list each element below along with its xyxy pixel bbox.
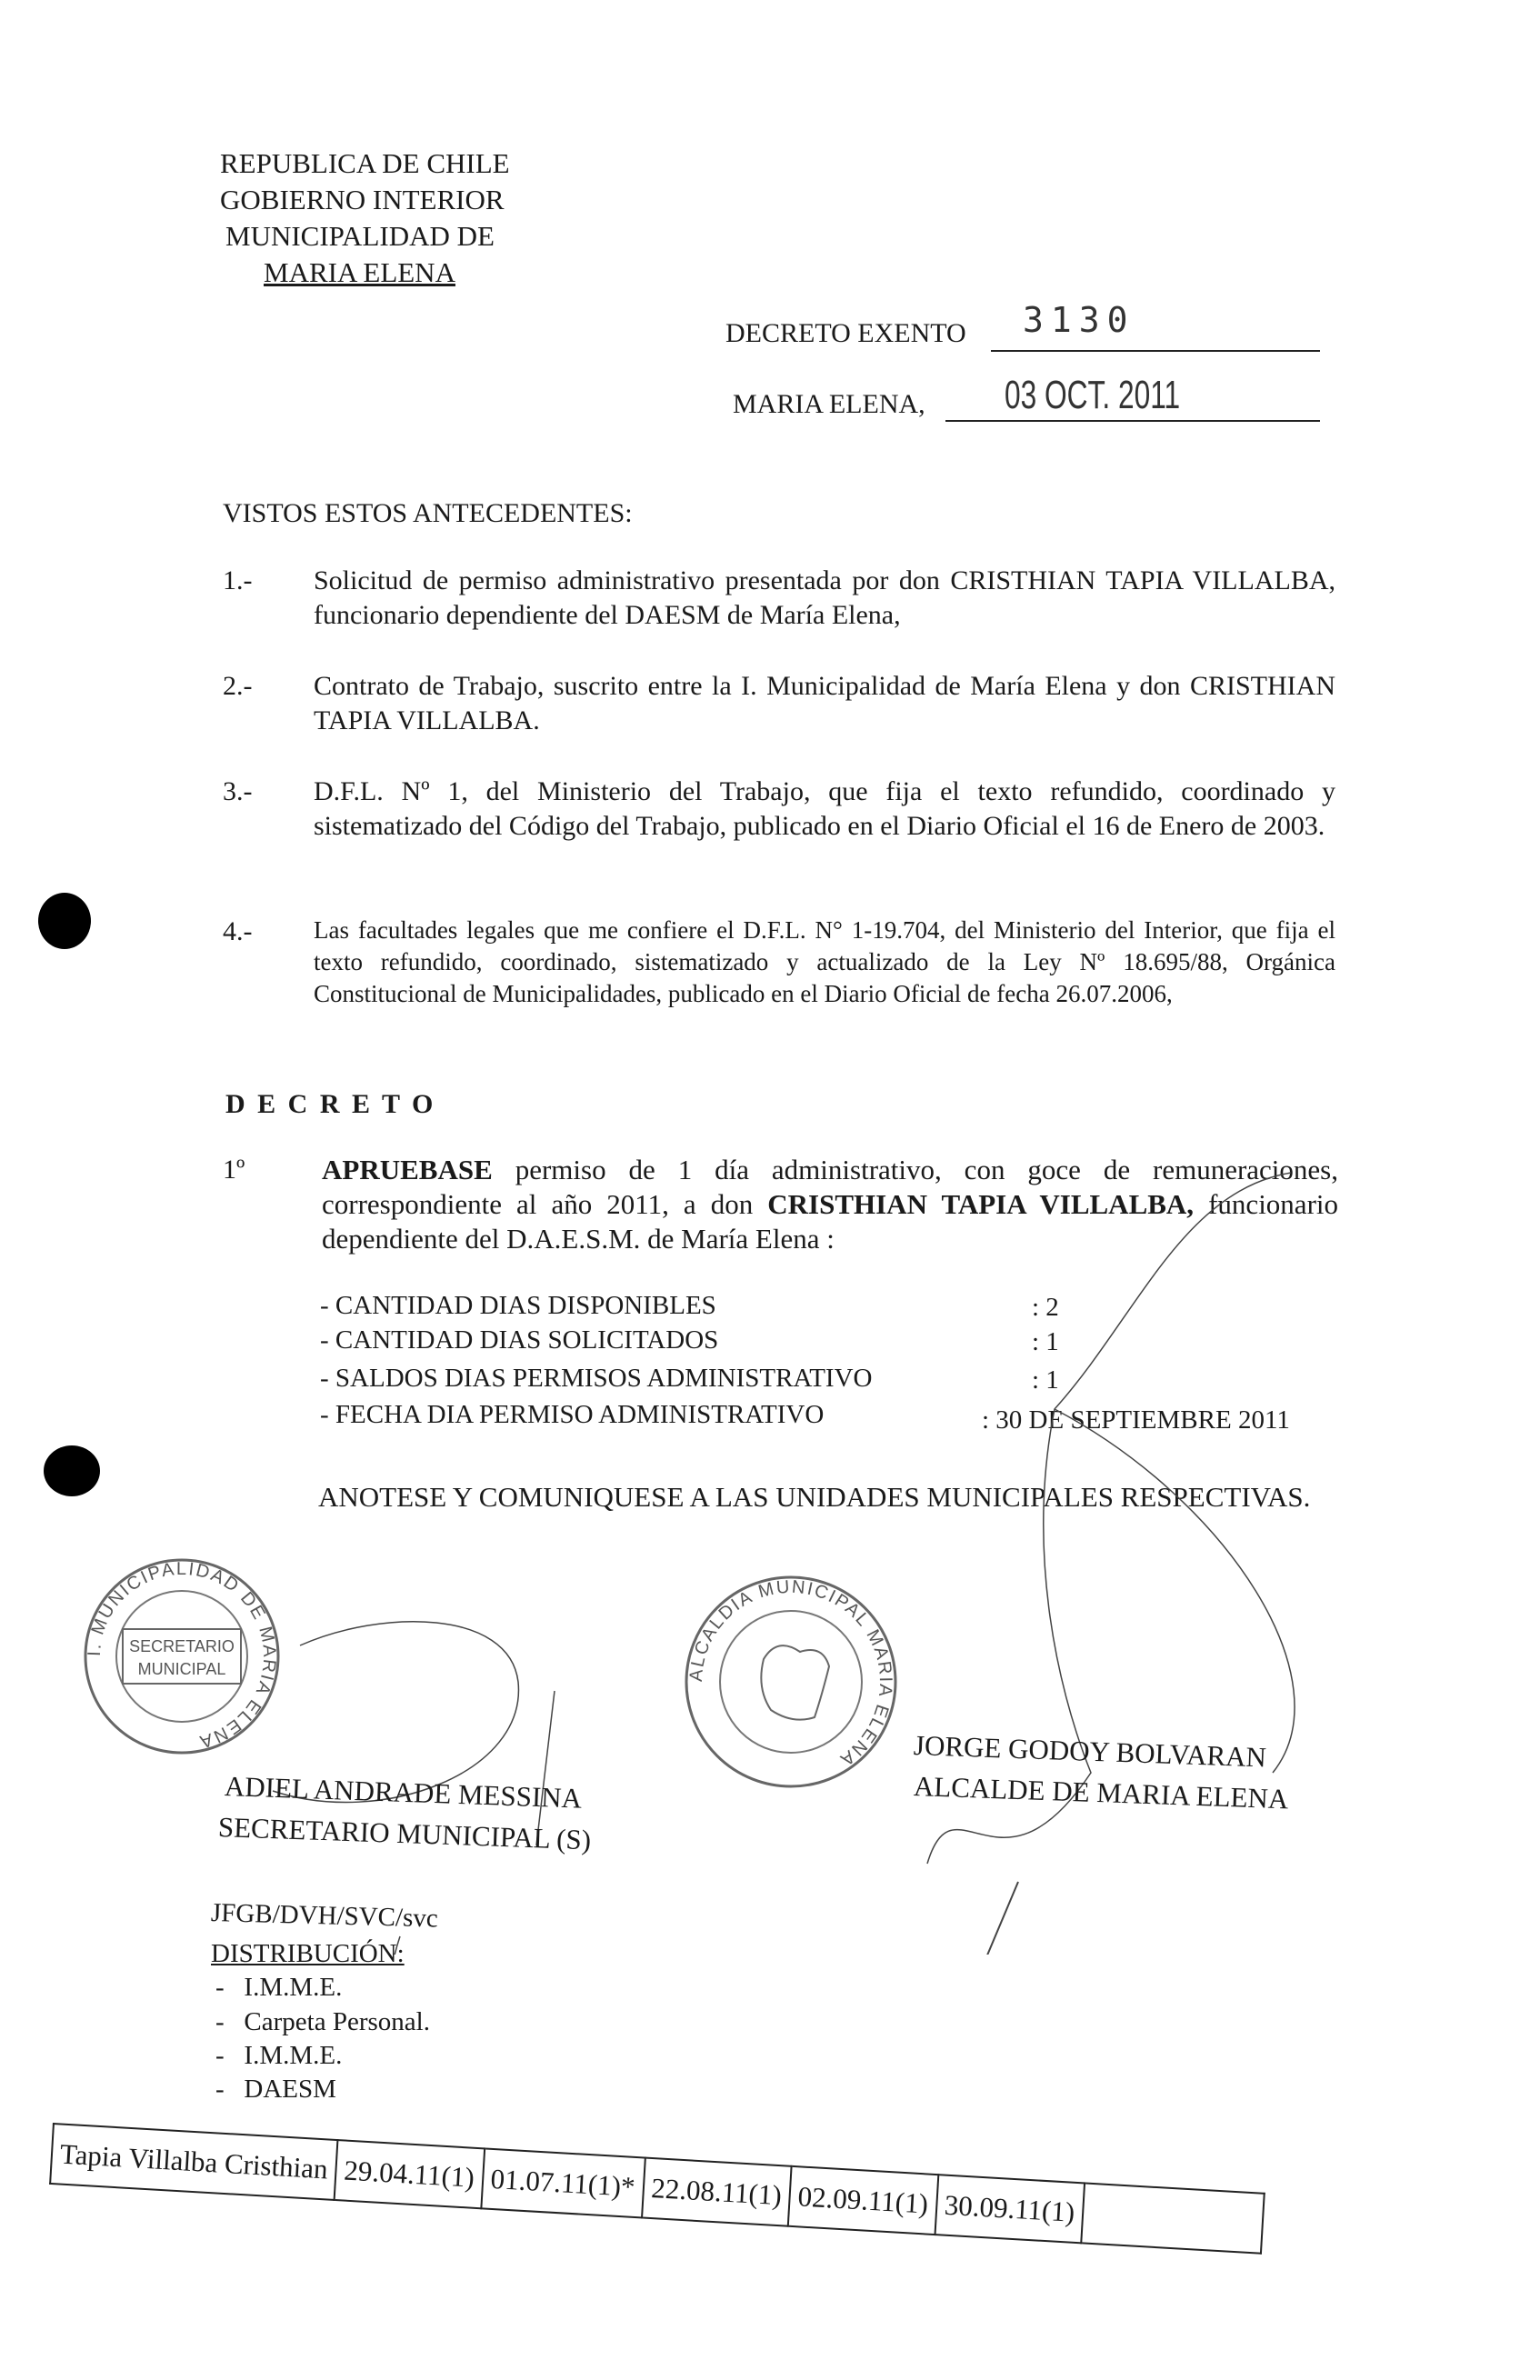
table-cell: 22.08.11(1) xyxy=(642,2158,792,2226)
list-value: : 2 xyxy=(1032,1293,1059,1322)
distribution-item: - DAESM xyxy=(215,2075,336,2104)
article-number: 1º xyxy=(223,1155,245,1185)
decreto-title: D E C R E T O xyxy=(225,1089,436,1119)
decree-label: DECRETO EXENTO xyxy=(725,318,966,348)
distribution-item-label: Carpeta Personal. xyxy=(244,2007,430,2036)
decree-number: 3130 xyxy=(1023,300,1135,340)
item-number: 1.- xyxy=(223,565,253,595)
vistos-title: VISTOS ESTOS ANTECEDENTES: xyxy=(223,498,633,528)
header-line: MARIA ELENA xyxy=(264,256,455,288)
bold-lead: APRUEBASE xyxy=(322,1154,493,1185)
left-signer-title: SECRETARIO MUNICIPAL (S) xyxy=(217,1811,592,1856)
stamp-ring-text: ALCALDIA MUNICIPAL MARIA ELENA xyxy=(685,1576,896,1771)
table-cell xyxy=(1081,2183,1264,2253)
table-cell: 29.04.11(1) xyxy=(335,2140,485,2208)
distribution-item: - I.M.M.E. xyxy=(215,1973,343,2002)
table-cell: 01.07.11(1)* xyxy=(481,2148,645,2217)
table-cell: 30.09.11(1) xyxy=(935,2175,1085,2243)
decree-date: 03 OCT. 2011 xyxy=(1005,373,1181,417)
list-label: - SALDOS DIAS PERMISOS ADMINISTRATIVO xyxy=(320,1364,873,1393)
stamp-ring-text: I. MUNICIPALIDAD DE MARIA ELENA xyxy=(84,1558,280,1753)
header-line: REPUBLICA DE CHILE xyxy=(220,147,510,179)
article-text-1: permiso de 1 día administrativo, con goce de remuneraciones, correspondiente al año 2011, a don xyxy=(322,1154,1338,1220)
distribution-item-label: DAESM xyxy=(244,2075,336,2104)
bold-name: CRISTHIAN TAPIA VILLALBA, xyxy=(767,1188,1195,1220)
place-label: MARIA ELENA, xyxy=(733,389,925,419)
vistos-item: D.F.L. Nº 1, del Ministerio del Trabajo, que fija el texto refundido, coordinado y sistematizado del Código del Trabajo, publicado en el Diario Oficial el 16 de Enero de 2003. xyxy=(314,776,1335,841)
vistos-item: Contrato de Trabajo, suscrito entre la I. Municipalidad de María Elena y don CRISTHIAN TAPIA VILLALBA. xyxy=(314,671,1335,735)
list-value: : 1 xyxy=(1032,1365,1059,1395)
table-row xyxy=(50,2124,1265,2254)
vistos-item: Las facultades legales que me confiere el D.F.L. N° 1-19.704, del Ministerio del Interior, que fija el texto refundido, coordinado, sistematizado y actualizado de la Ley Nº 18.695/88, Orgánica Constitucional de Municipalidades, publicado en el Diario Oficial de fecha 26.07.2006, xyxy=(314,916,1335,1007)
header-line: GOBIERNO INTERIOR xyxy=(220,184,505,215)
distribution-item-label: I.M.M.E. xyxy=(244,1973,343,2002)
table-cell: Tapia Villalba Cristhian xyxy=(50,2124,337,2200)
stamp-center-text: MUNICIPAL xyxy=(137,1660,226,1678)
list-value: : 30 DE SEPTIEMBRE 2011 xyxy=(982,1405,1290,1435)
closing-text: ANOTESE Y COMUNIQUESE A LAS UNIDADES MUNICIPALES RESPECTIVAS. xyxy=(318,1481,1311,1513)
right-signer-title: ALCALDE DE MARIA ELENA xyxy=(913,1770,1289,1815)
list-label: - CANTIDAD DIAS DISPONIBLES xyxy=(320,1291,716,1320)
vistos-item: Solicitud de permiso administrativo presentada por don CRISTHIAN TAPIA VILLALBA, funcionario dependiente del DAESM de María Elena, xyxy=(314,565,1335,630)
item-number: 4.- xyxy=(223,916,253,946)
item-number: 3.- xyxy=(223,776,253,806)
punch-hole xyxy=(38,893,91,949)
distribution-item: - Carpeta Personal. xyxy=(215,2007,430,2036)
left-signer-name: ADIEL ANDRADE MESSINA xyxy=(224,1770,583,1815)
distribution-item: - I.M.M.E. xyxy=(215,2041,343,2070)
item-number: 2.- xyxy=(223,671,253,701)
article-text-2: funcionario dependiente del D.A.E.S.M. de María Elena : xyxy=(322,1188,1338,1255)
list-label: - FECHA DIA PERMISO ADMINISTRATIVO xyxy=(320,1400,825,1429)
right-signer-name: JORGE GODOY BOLVARAN xyxy=(913,1729,1267,1774)
stamp-center-text: SECRETARIO xyxy=(129,1637,235,1655)
initials: JFGB/DVH/SVC/svc xyxy=(210,1898,439,1934)
record-table xyxy=(49,2123,1265,2255)
distribution-item-label: I.M.M.E. xyxy=(244,2041,343,2070)
header-line: MUNICIPALIDAD DE xyxy=(225,220,495,252)
distribution-title: DISTRIBUCIÓN: xyxy=(211,1939,405,1968)
list-label: - CANTIDAD DIAS SOLICITADOS xyxy=(320,1325,719,1355)
table-cell: 02.09.11(1) xyxy=(788,2166,938,2235)
list-value: : 1 xyxy=(1032,1327,1059,1356)
